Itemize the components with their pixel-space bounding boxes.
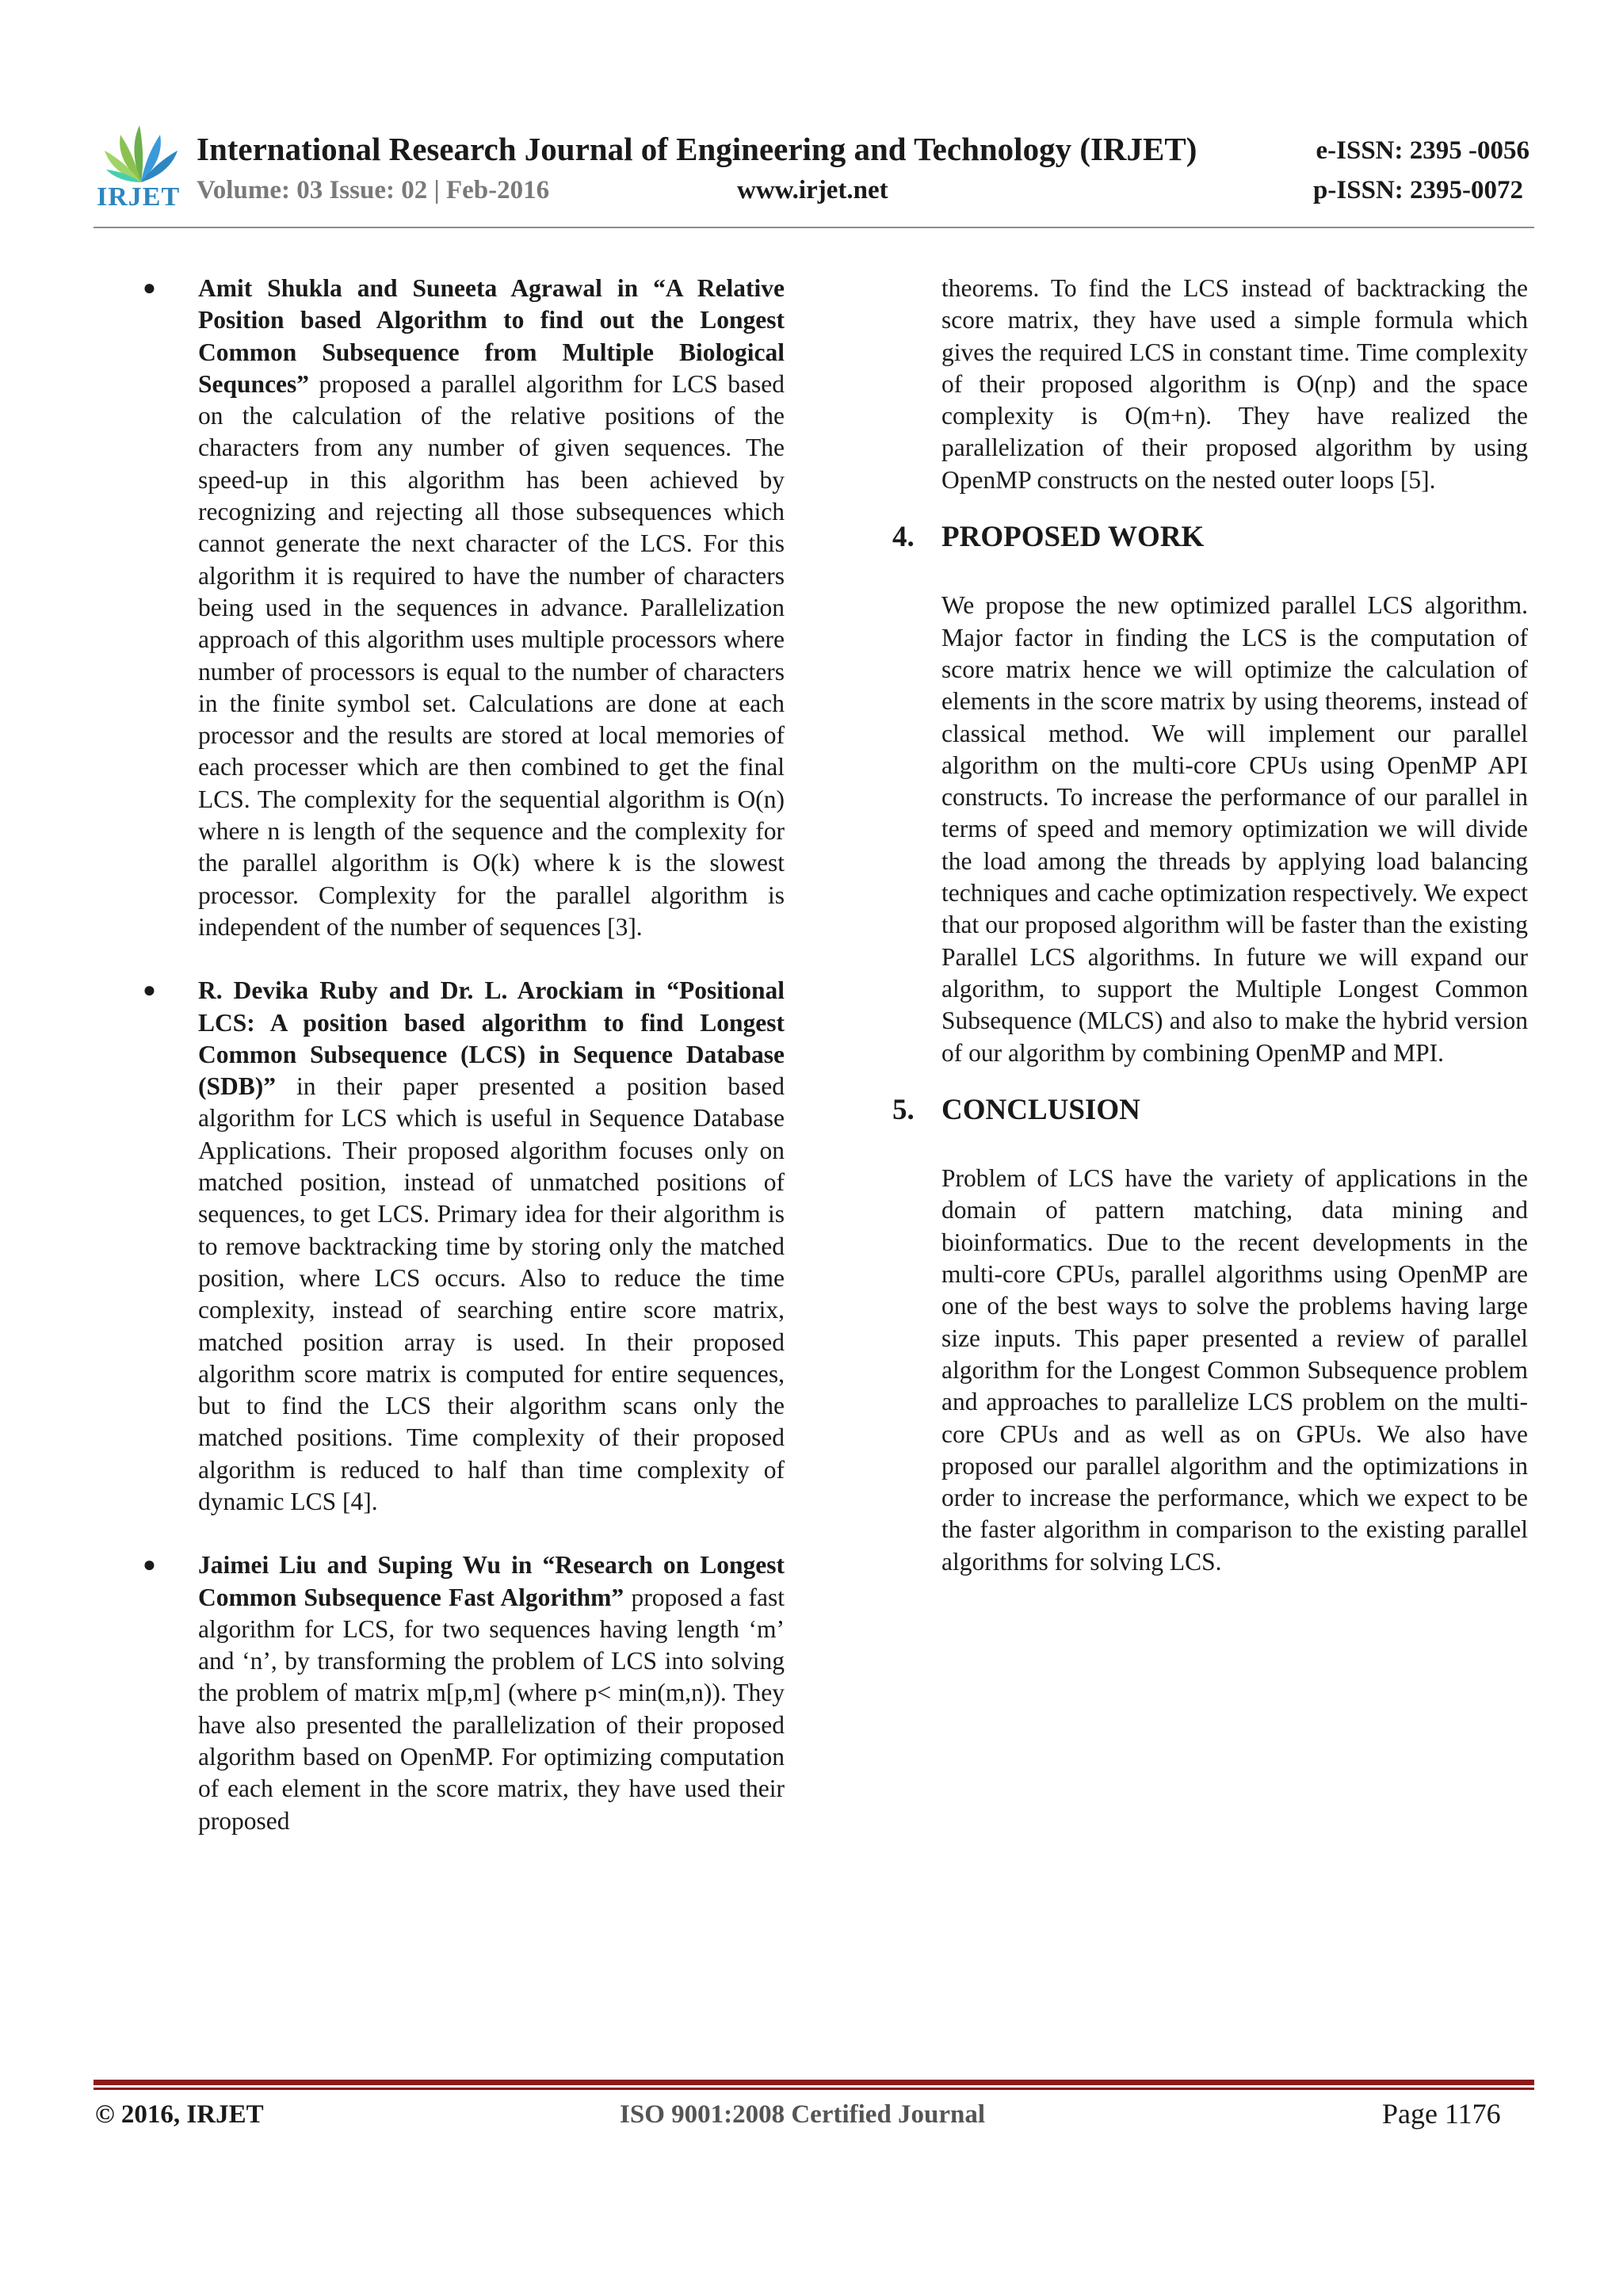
- reference-body: proposed a fast algorithm for LCS, for two sequences having length ‘m’ and ‘n’, by transforming the problem of LCS into solving the problem of matrix m[p,m] (where p< min(m,n)). They have also presented the parallelization of their proposed algorithm based on OpenMP. For optimizing computation of each element in the score matrix, they have used their proposed: [198, 1583, 785, 1835]
- header-divider: [94, 227, 1534, 228]
- reference-title: Amit Shukla and Suneeta Agrawal in “A Relative Position based Algorithm to find out the Longest Common Subsequence from Multiple Biological Sequnces”: [198, 274, 785, 398]
- section-heading-proposed-work: [892, 521, 1528, 553]
- irjet-logo: [94, 119, 189, 214]
- bullet-icon: ●: [143, 1553, 156, 1578]
- list-item: [143, 273, 785, 943]
- section-title: CONCLUSION: [941, 1093, 1140, 1126]
- footer-divider-thick: [94, 2080, 1534, 2085]
- logo-leaves-icon: [94, 119, 189, 190]
- reference-body: in their paper presented a position based algorithm for LCS which is useful in Sequence Database Applications. Their proposed algorithm focuses only on matched position, instead of unmatched positions of sequences, to get LCS. Primary idea for their algorithm is to remove backtracking time by storing only the matched position, where LCS occurs. Also to reduce the time complexity, instead of searching entire score matrix, matched position array is used. In their proposed algorithm score matrix is computed for entire sequences, but to find the LCS their algorithm scans only the matched positions. Time complexity of their proposed algorithm is reduced to half than time complexity of dynamic LCS [4].: [198, 1072, 785, 1515]
- journal-title: International Research Journal of Engineering and Technology (IRJET): [197, 131, 1197, 167]
- left-column: [143, 273, 785, 1869]
- bullet-icon: ●: [143, 978, 156, 1003]
- footer-certification: ISO 9001:2008 Certified Journal: [620, 2100, 986, 2129]
- section-title: PROPOSED WORK: [941, 521, 1205, 554]
- section-heading-conclusion: [892, 1095, 1528, 1126]
- conclusion-paragraph: Problem of LCS have the variety of applications in the domain of pattern matching, data mining and bioinformatics. Due to the recent developments in the multi-core CPUs, parallel algorithms using OpenMP are one of the best ways to solve the problems having large size inputs. This paper presented a review of parallel algorithm for the Longest Common Subsequence problem and approaches to parallelize LCS problem on the multi-core CPUs and as well as on GPUs. We also have proposed our parallel algorithm and the optimizations in order to increase the performance, which we expect to be the faster algorithm in comparison to the existing parallel algorithms for solving LCS.: [941, 1164, 1528, 1576]
- footer-divider-thin: [94, 2088, 1534, 2090]
- section-number: 5.: [892, 1093, 915, 1126]
- list-item: [143, 975, 785, 1518]
- page-header: [94, 119, 1537, 230]
- reference-title: Jaimei Liu and Suping Wu in “Research on Longest Common Subsequence Fast Algorithm”: [198, 1551, 785, 1611]
- continuation-paragraph: theorems. To find the LCS instead of backtracking the score matrix, they have used a simple formula which gives the required LCS in constant time. Time complexity of their proposed algorithm is O(np) and the space complexity is O(m+n). They have realized the parallelization of their proposed algorithm by using OpenMP constructs on the nested outer loops [5].: [941, 274, 1528, 494]
- list-item: [143, 1549, 785, 1837]
- footer-copyright: © 2016, IRJET: [95, 2100, 264, 2129]
- eissn: e-ISSN: 2395 -0056: [1316, 136, 1529, 165]
- page-number: Page 1176: [1382, 2098, 1501, 2130]
- pissn: p-ISSN: 2395-0072: [1313, 176, 1523, 204]
- logo-text: IRJET: [97, 182, 181, 212]
- bullet-icon: ●: [143, 276, 156, 300]
- volume-issue: Volume: 03 Issue: 02 | Feb-2016: [197, 176, 550, 204]
- section-number: 4.: [892, 521, 915, 554]
- right-column: [892, 273, 1528, 1578]
- website-link[interactable]: www.irjet.net: [737, 176, 888, 204]
- reference-body: proposed a parallel algorithm for LCS based on the calculation of the relative positions of the characters from any number of given sequences. The speed-up in this algorithm has been achieved by recognizing and rejecting all those subsequences which cannot generate the next character of the LCS. For this algorithm it is required to have the number of characters being used in the sequences in advance. Parallelization approach of this algorithm uses multiple processors where number of processors is equal to the number of characters in the finite symbol set. Calculations are done at each processor and the results are stored at local memories of each processer which are then combined to get the final LCS. The complexity for the sequential algorithm is O(n) where n is length of the sequence and the complexity for the parallel algorithm is O(k) where k is the slowest processor. Complexity for the parallel algorithm is independent of the number of sequences [3].: [198, 369, 785, 941]
- proposed-work-paragraph: We propose the new optimized parallel LCS algorithm. Major factor in finding the LCS is the computation of score matrix hence we will optimize the calculation of elements in the score matrix by using theorems, instead of classical method. We will implement our parallel algorithm on the multi-core CPUs using OpenMP API constructs. To increase the performance of our parallel in terms of speed and memory optimization we will divide the load among the threads by applying load balancing techniques and cache optimization respectively. We expect that our proposed algorithm will be faster than the existing Parallel LCS algorithms. In future we will expand our algorithm, to support the Multiple Longest Common Subsequence (MLCS) and also to make the hybrid version of our algorithm by combining OpenMP and MPI.: [941, 591, 1528, 1067]
- reference-title: R. Devika Ruby and Dr. L. Arockiam in “Positional LCS: A position based algorithm to find Longest Common Subsequence (LCS) in Sequence Database (SDB)”: [198, 976, 785, 1101]
